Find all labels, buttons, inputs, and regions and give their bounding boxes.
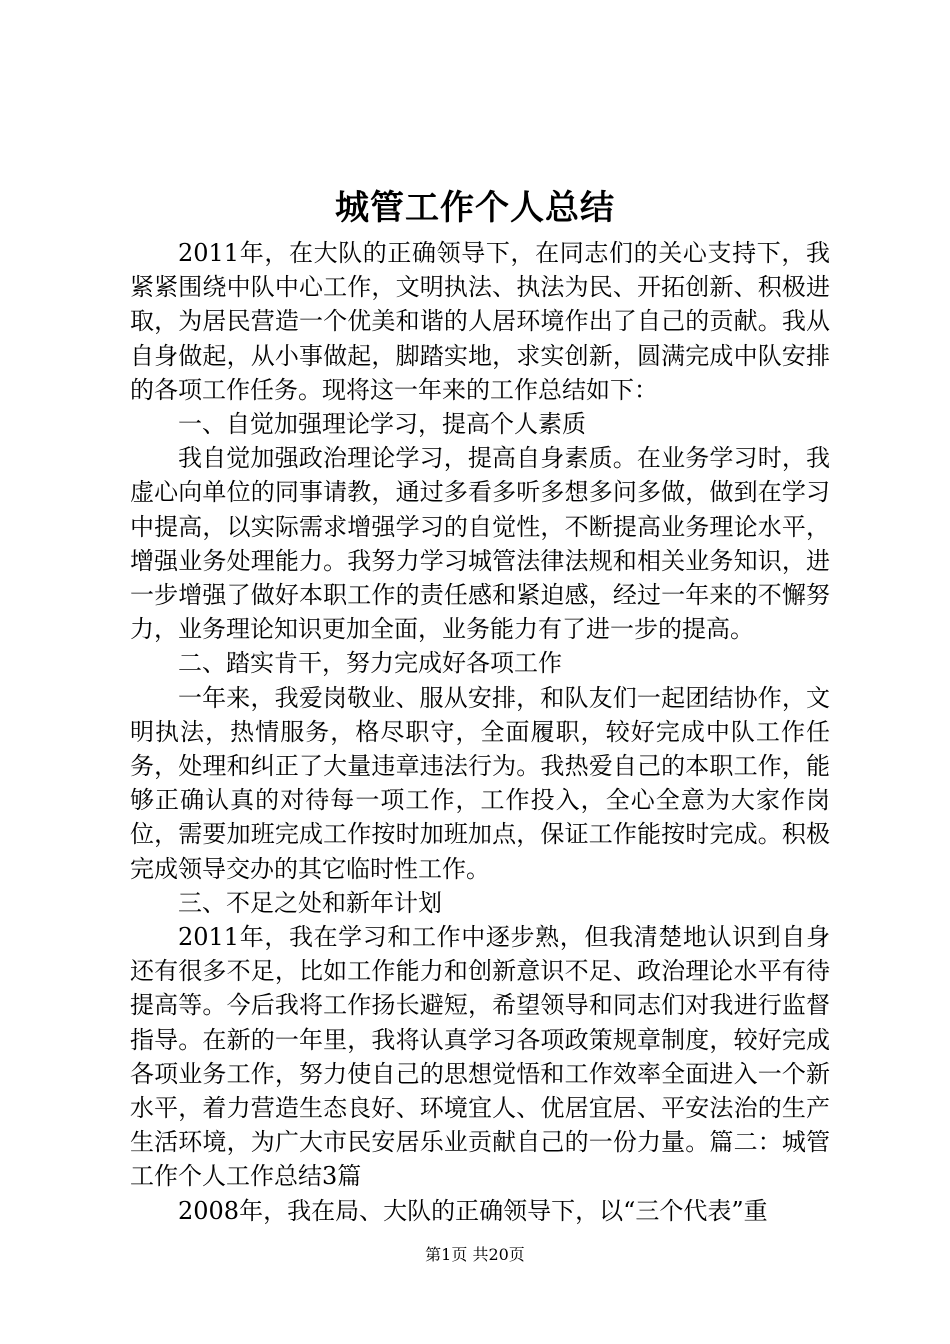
- paragraph-section-2: 一年来，我爱岗敬业、服从安排，和队友们一起团结协作，文明执法，热情服务，格尽职守，全面履职，较好完成中队工作任务，处理和纠正了大量违章违法行为。我热爱自己的本职工作，能够正确认真的对待每一项工作，工作投入，全心全意为大家作岗位，需要加班完成工作按时加班加点，保证工作能按时完成。积极完成领导交办的其它临时性工作。: [130, 683, 830, 883]
- paragraph-section-3: 2011年，我在学习和工作中逐步熟，但我清楚地认识到自身还有很多不足，比如工作能力和创新意识不足、政治理论水平有待提高等。今后我将工作扬长避短，希望领导和同志们对我进行监督指导。在新的一年里，我将认真学习各项政策规章制度，较好完成各项业务工作，努力使自己的思想觉悟和工作效率全面进入一个新水平，着力营造生态良好、环境宜人、优居宜居、平安法治的生产生活环境，为广大市民安居乐业贡献自己的一份力量。篇二：城管工作个人工作总结3篇: [130, 923, 830, 1191]
- section-heading-2: 二、踏实肯干，努力完成好各项工作: [178, 649, 562, 678]
- page-number-footer: 第1页 共20页: [425, 1245, 525, 1264]
- section-heading-3: 三、不足之处和新年计划: [178, 888, 442, 917]
- paragraph-intro: 2011年，在大队的正确领导下，在同志们的关心支持下，我紧紧围绕中队中心工作，文明执法、执法为民、开拓创新、积极进取，为居民营造一个优美和谐的人居环境作出了自己的贡献。我从自身做起，从小事做起，脚踏实地，求实创新，圆满完成中队安排的各项工作任务。现将这一年来的工作总结如下：: [130, 239, 830, 404]
- document-body: [130, 236, 830, 1228]
- paragraph-section-1: 我自觉加强政治理论学习，提高自身素质。在业务学习时，我虚心向单位的同事请教，通过多看多听多想多问多做，做到在学习中提高，以实际需求增强学习的自觉性，不断提高业务理论水平，增强业务处理能力。我努力学习城管法律法规和相关业务知识，进一步增强了做好本职工作的责任感和紧迫感，经过一年来的不懈努力，业务理论知识更加全面，业务能力有了进一步的提高。: [130, 444, 830, 644]
- section-heading-1: 一、自觉加强理论学习，提高个人素质: [178, 410, 586, 439]
- document-title: 城管工作个人总结: [335, 188, 615, 228]
- paragraph-continuation: 2008年，我在局、大队的正确领导下，以“三个代表”重: [178, 1196, 768, 1225]
